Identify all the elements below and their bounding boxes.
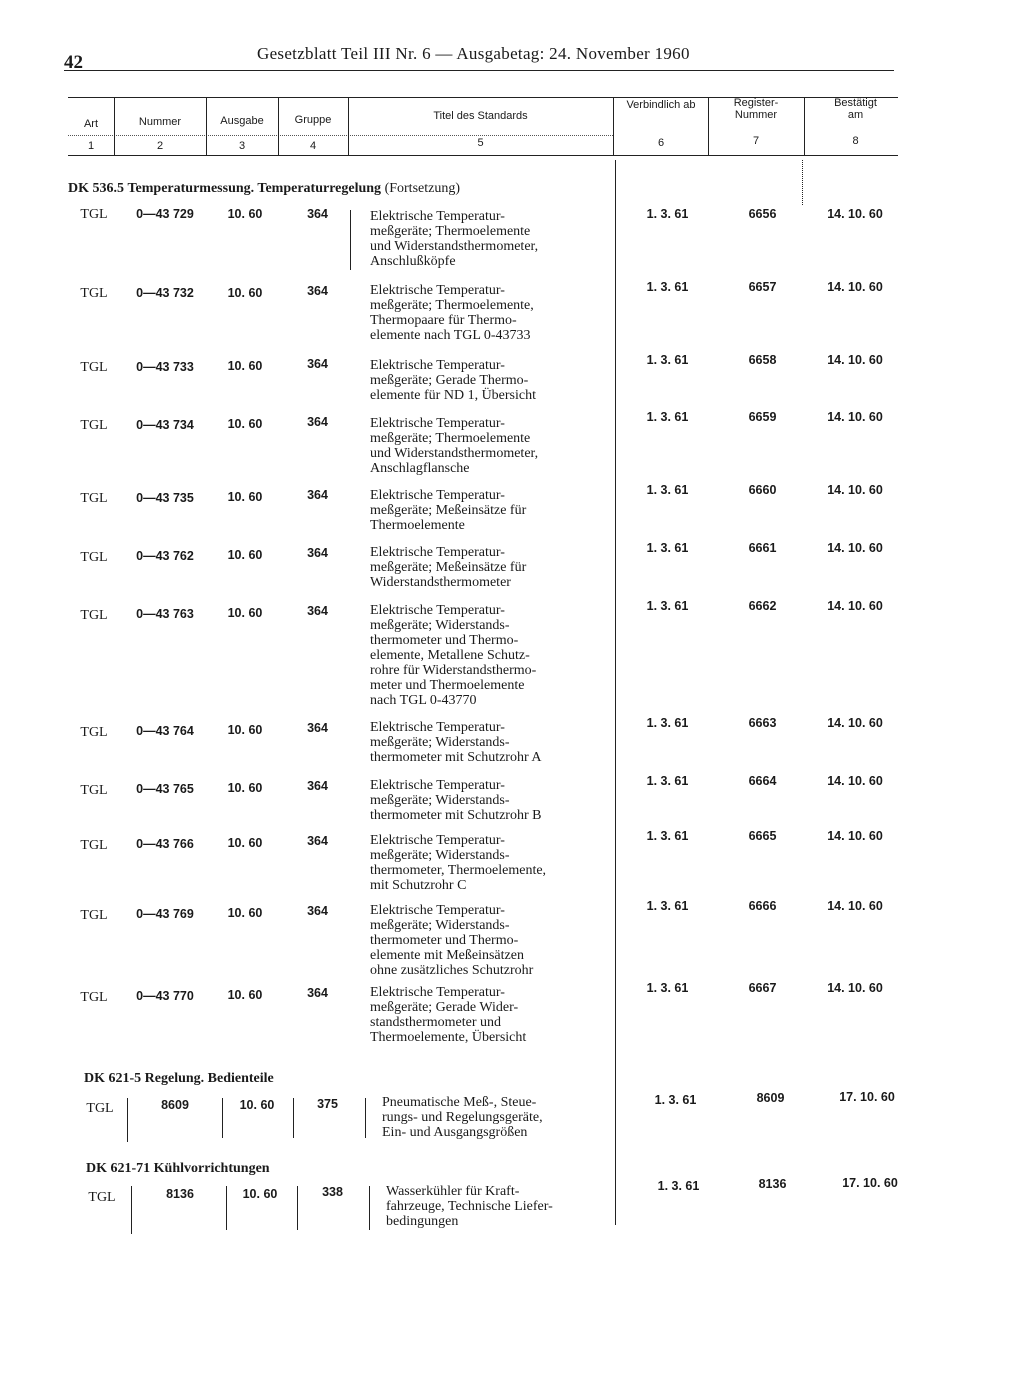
cell-register: 6658	[748, 353, 777, 367]
cell-gruppe: 364	[307, 546, 328, 560]
title-column-rule	[350, 210, 351, 270]
cell-ausgabe: 10. 60	[227, 836, 263, 850]
cell-titel: Elektrische Temperatur- meßgeräte; Gerade Wider- standsthermometer und Thermoelemente, Übersicht	[370, 985, 527, 1045]
section-dk: DK 621-71	[86, 1161, 151, 1176]
cell-art: TGL	[80, 608, 108, 623]
page-header	[64, 44, 894, 72]
cell-bestaetigt: 14. 10. 60	[827, 280, 883, 294]
cell-art: TGL	[80, 207, 108, 222]
cell-nummer: 0—43 733	[136, 360, 194, 374]
table-header-bottom-rule	[68, 155, 898, 156]
cell-ausgabe: 10. 60	[242, 1187, 278, 1201]
column-header-gruppe: Gruppe	[294, 114, 332, 126]
table-mid-rule	[68, 135, 613, 136]
cell-rule	[365, 1098, 366, 1138]
column-number: 6	[657, 137, 665, 149]
cell-verbindlich: 1. 3. 61	[646, 410, 689, 424]
cell-rule	[222, 1098, 223, 1138]
cell-register: 8609	[756, 1091, 785, 1105]
cell-titel: Elektrische Temperatur- meßgeräte; Thermoelemente und Widerstandsthermometer, Anschlußköpfe	[370, 209, 539, 269]
cell-titel: Elektrische Temperatur- meßgeräte; Widerstands- thermometer, Thermoelemente, mit Schutzrohr C	[370, 833, 547, 893]
column-divider	[613, 97, 614, 155]
cell-titel: Elektrische Temperatur- meßgeräte; Gerade Thermo- elemente für ND 1, Übersicht	[370, 358, 536, 403]
column-divider	[708, 97, 709, 155]
table-header	[68, 97, 898, 159]
cell-bestaetigt: 14. 10. 60	[827, 483, 883, 497]
cell-gruppe: 338	[322, 1185, 343, 1199]
cell-nummer: 0—43 763	[136, 607, 194, 621]
page-header-title: Gesetzblatt Teil III Nr. 6 — Ausgabetag: 24. November 1960	[257, 44, 690, 63]
cell-register: 6657	[748, 280, 777, 294]
cell-rule	[127, 1098, 128, 1142]
section-title: Regelung. Bedienteile	[144, 1071, 274, 1086]
cell-art: TGL	[80, 286, 108, 301]
cell-gruppe: 364	[307, 415, 328, 429]
cell-nummer: 0—43 765	[136, 782, 194, 796]
column-header-art: Art	[83, 118, 99, 130]
cell-titel: Elektrische Temperatur- meßgeräte; Widerstands- thermometer mit Schutzrohr A	[370, 720, 542, 765]
cell-rule	[297, 1186, 298, 1230]
cell-verbindlich: 1. 3. 61	[646, 774, 689, 788]
cell-verbindlich: 1. 3. 61	[646, 353, 689, 367]
cell-bestaetigt: 14. 10. 60	[827, 410, 883, 424]
column-number: 7	[752, 135, 760, 147]
column-header-bestaetigt: Bestätigt am	[834, 97, 877, 121]
cell-bestaetigt: 14. 10. 60	[827, 981, 883, 995]
section-suffix: (Fortsetzung)	[384, 181, 460, 196]
cell-nummer: 8609	[161, 1098, 189, 1112]
cell-art: TGL	[80, 418, 108, 433]
column-number: 1	[87, 140, 95, 152]
cell-verbindlich: 1. 3. 61	[646, 483, 689, 497]
cell-verbindlich: 1. 3. 61	[657, 1179, 700, 1193]
cell-rule	[369, 1186, 370, 1230]
cell-titel: Elektrische Temperatur- meßgeräte; Thermoelemente und Widerstandsthermometer, Anschlagflansche	[370, 416, 539, 476]
cell-gruppe: 364	[307, 721, 328, 735]
cell-nummer: 0—43 770	[136, 989, 194, 1003]
cell-verbindlich: 1. 3. 61	[646, 280, 689, 294]
cell-gruppe: 364	[307, 207, 328, 221]
cell-bestaetigt: 14. 10. 60	[827, 716, 883, 730]
cell-gruppe: 364	[307, 779, 328, 793]
cell-bestaetigt: 14. 10. 60	[827, 599, 883, 613]
cell-ausgabe: 10. 60	[227, 723, 263, 737]
cell-verbindlich: 1. 3. 61	[646, 981, 689, 995]
section-heading	[86, 1161, 270, 1177]
cell-titel: Elektrische Temperatur- meßgeräte; Meßeinsätze für Widerstandsthermometer	[370, 545, 527, 590]
section-heading	[84, 1071, 274, 1087]
section-dk: DK 536.5	[68, 181, 124, 196]
column-header-nummer: Nummer	[138, 116, 182, 128]
cell-verbindlich: 1. 3. 61	[646, 716, 689, 730]
cell-art: TGL	[80, 360, 108, 375]
cell-verbindlich: 1. 3. 61	[646, 207, 689, 221]
cell-ausgabe: 10. 60	[227, 906, 263, 920]
cell-ausgabe: 10. 60	[227, 781, 263, 795]
cell-bestaetigt: 14. 10. 60	[827, 774, 883, 788]
cell-nummer: 0—43 729	[136, 207, 194, 221]
column-rule-bestaetigt	[802, 160, 803, 205]
cell-register: 6659	[748, 410, 777, 424]
cell-art: TGL	[80, 783, 108, 798]
cell-gruppe: 364	[307, 834, 328, 848]
cell-titel: Elektrische Temperatur- meßgeräte; Widerstands- thermometer mit Schutzrohr B	[370, 778, 542, 823]
cell-art: TGL	[80, 491, 108, 506]
cell-art: TGL	[80, 838, 108, 853]
cell-ausgabe: 10. 60	[227, 988, 263, 1002]
cell-rule	[131, 1186, 132, 1234]
cell-verbindlich: 1. 3. 61	[646, 541, 689, 555]
section-title: Kühlvorrichtungen	[153, 1161, 270, 1176]
column-number: 4	[309, 140, 317, 152]
cell-register: 6660	[748, 483, 777, 497]
cell-gruppe: 364	[307, 284, 328, 298]
cell-art: TGL	[80, 908, 108, 923]
header-rule	[64, 70, 894, 71]
cell-bestaetigt: 14. 10. 60	[827, 353, 883, 367]
column-number: 5	[477, 137, 484, 149]
cell-ausgabe: 10. 60	[227, 286, 263, 300]
cell-art: TGL	[88, 1190, 116, 1205]
cell-rule	[293, 1098, 294, 1138]
cell-nummer: 0—43 735	[136, 491, 194, 505]
section-title: Temperaturmessung. Temperaturregelung	[127, 181, 382, 196]
cell-titel: Pneumatische Meß-, Steue- rungs- und Regelungsgeräte, Ein- und Ausgangsgrößen	[382, 1095, 543, 1140]
cell-register: 6665	[748, 829, 777, 843]
cell-titel: Elektrische Temperatur- meßgeräte; Widerstands- thermometer und Thermo- elemente, Metallene Schutz- rohre für Widerstandsthermo- meter und Thermoelemente nach TGL 0-43770	[370, 603, 537, 708]
cell-register: 6667	[748, 981, 777, 995]
cell-ausgabe: 10. 60	[239, 1098, 275, 1112]
cell-register: 6661	[748, 541, 777, 555]
cell-bestaetigt: 14. 10. 60	[827, 829, 883, 843]
section-heading	[68, 181, 460, 197]
cell-ausgabe: 10. 60	[227, 359, 263, 373]
column-header-register: Register-Nummer	[733, 97, 779, 121]
cell-nummer: 8136	[166, 1187, 194, 1201]
column-header-ausgabe: Ausgabe	[220, 115, 264, 127]
cell-gruppe: 364	[307, 904, 328, 918]
cell-gruppe: 364	[307, 604, 328, 618]
cell-rule	[226, 1186, 227, 1230]
column-number: 2	[156, 140, 164, 152]
cell-gruppe: 375	[317, 1097, 338, 1111]
cell-titel: Elektrische Temperatur- meßgeräte; Meßeinsätze für Thermoelemente	[370, 488, 527, 533]
cell-nummer: 0—43 734	[136, 418, 194, 432]
column-divider	[804, 97, 805, 155]
column-header-verbindlich: Verbindlich ab	[626, 99, 696, 111]
cell-bestaetigt: 17. 10. 60	[842, 1176, 898, 1190]
cell-verbindlich: 1. 3. 61	[654, 1093, 697, 1107]
cell-gruppe: 364	[307, 488, 328, 502]
cell-bestaetigt: 14. 10. 60	[827, 899, 883, 913]
cell-nummer: 0—43 766	[136, 837, 194, 851]
cell-titel: Elektrische Temperatur- meßgeräte; Thermoelemente, Thermopaare für Thermo- elemente nach TGL 0-43733	[370, 283, 534, 343]
cell-bestaetigt: 14. 10. 60	[827, 541, 883, 555]
column-rule-verbindlich	[615, 160, 616, 1225]
cell-nummer: 0—43 762	[136, 549, 194, 563]
section-dk: DK 621-5	[84, 1071, 142, 1086]
cell-nummer: 0—43 764	[136, 724, 194, 738]
cell-register: 6662	[748, 599, 777, 613]
cell-register: 8136	[758, 1177, 787, 1191]
cell-ausgabe: 10. 60	[227, 490, 263, 504]
cell-titel: Elektrische Temperatur- meßgeräte; Widerstands- thermometer und Thermo- elemente mit Meßeinsätzen ohne zusätzliches Schutzrohr	[370, 903, 534, 978]
cell-bestaetigt: 14. 10. 60	[827, 207, 883, 221]
cell-register: 6656	[748, 207, 777, 221]
column-number: 8	[852, 135, 859, 147]
page-number: 42	[64, 52, 83, 73]
cell-ausgabe: 10. 60	[227, 417, 263, 431]
cell-register: 6666	[748, 899, 777, 913]
cell-gruppe: 364	[307, 357, 328, 371]
cell-art: TGL	[80, 990, 108, 1005]
cell-art: TGL	[80, 550, 108, 565]
cell-register: 6664	[748, 774, 777, 788]
cell-gruppe: 364	[307, 986, 328, 1000]
cell-register: 6663	[748, 716, 777, 730]
cell-verbindlich: 1. 3. 61	[646, 599, 689, 613]
column-number: 3	[238, 140, 246, 152]
cell-ausgabe: 10. 60	[227, 548, 263, 562]
cell-bestaetigt: 17. 10. 60	[839, 1090, 895, 1104]
cell-nummer: 0—43 732	[136, 286, 194, 300]
cell-nummer: 0—43 769	[136, 907, 194, 921]
cell-ausgabe: 10. 60	[227, 207, 263, 221]
cell-verbindlich: 1. 3. 61	[646, 899, 689, 913]
column-header-titel: Titel des Standards	[433, 110, 528, 122]
cell-titel: Wasserkühler für Kraft- fahrzeuge, Technische Liefer- bedingungen	[386, 1184, 553, 1229]
cell-verbindlich: 1. 3. 61	[646, 829, 689, 843]
cell-art: TGL	[86, 1101, 114, 1116]
cell-art: TGL	[80, 725, 108, 740]
cell-ausgabe: 10. 60	[227, 606, 263, 620]
